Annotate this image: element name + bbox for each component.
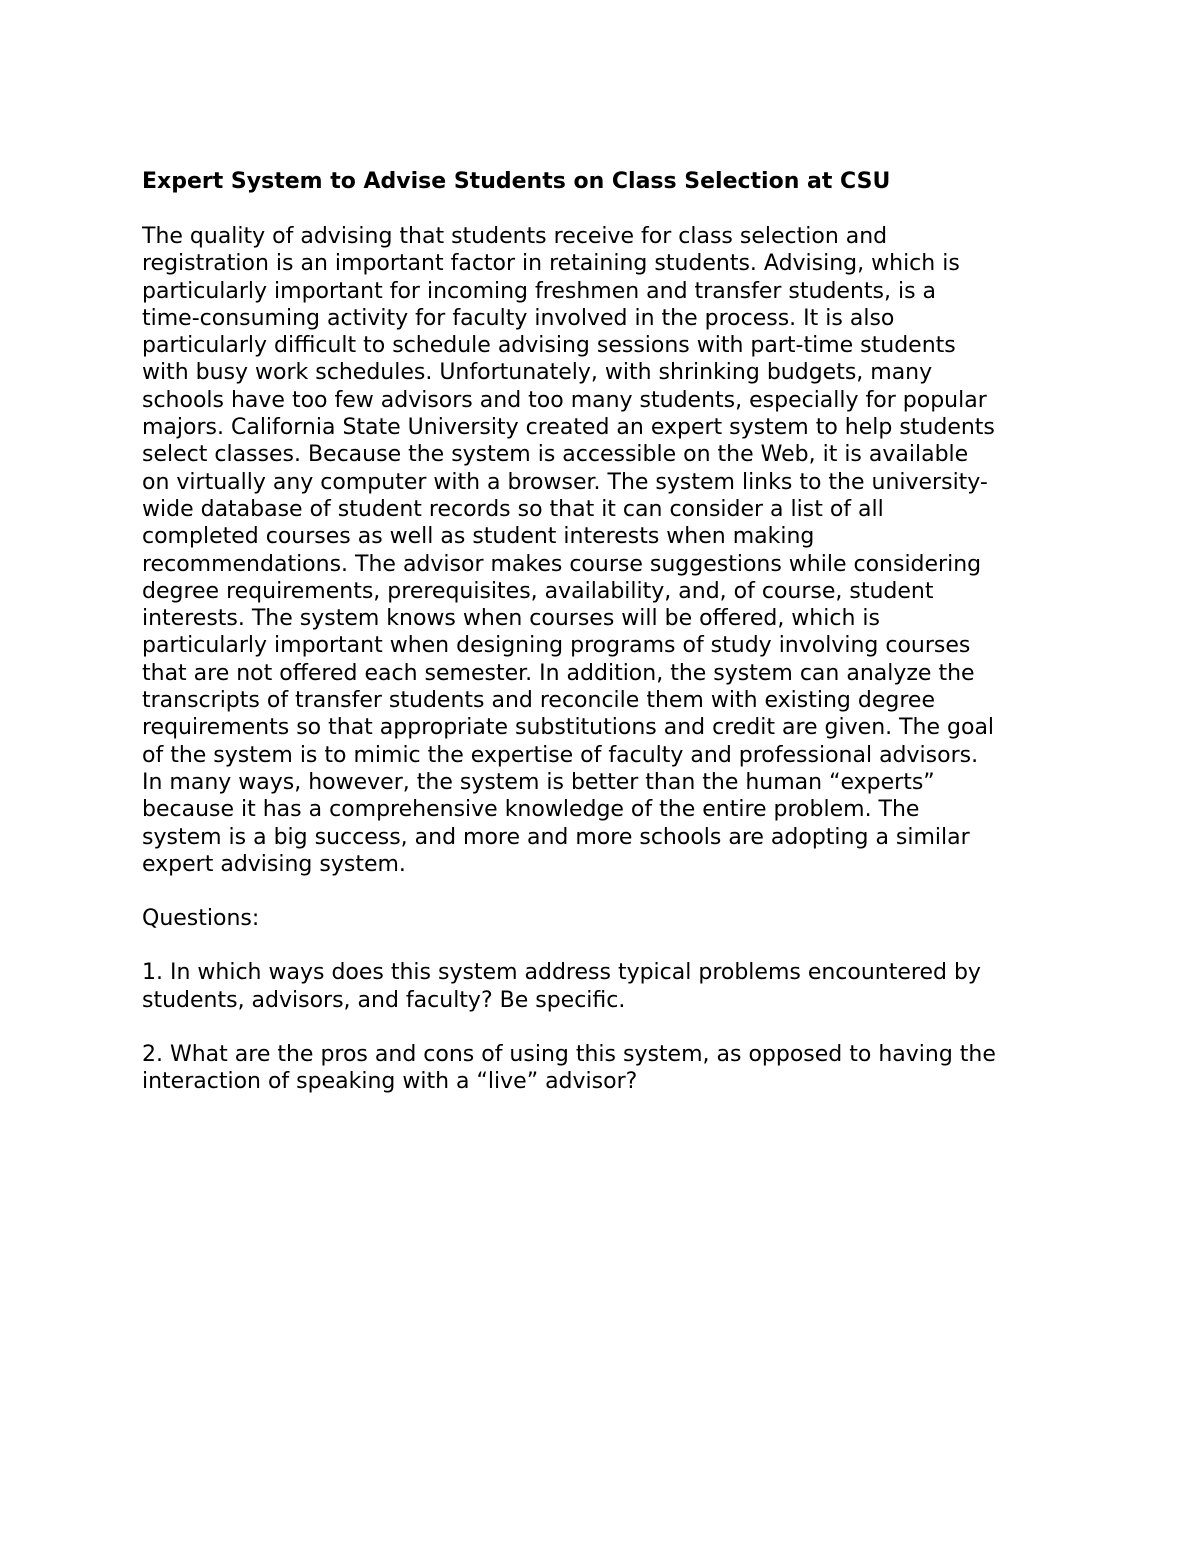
paragraph-line: In many ways, however, the system is better than the human “experts” — [142, 769, 935, 795]
paragraph-line: with busy work schedules. Unfortunately, with shrinking budgets, many — [142, 360, 933, 386]
paragraph-line: The quality of advising that students receive for class selection and — [142, 224, 888, 249]
paragraph-line: system is a big success, and more and more schools are adopting a similar — [142, 824, 970, 850]
question-line: students, advisors, and faculty? Be specific. — [142, 987, 626, 1013]
paragraph-line: because it has a comprehensive knowledge of the entire problem. The — [142, 797, 920, 823]
paragraph-line: on virtually any computer with a browser. The system links to the university- — [142, 469, 988, 495]
paragraph-line: select classes. Because the system is accessible on the Web, it is available — [142, 442, 969, 468]
paragraph-line: expert advising system. — [142, 851, 406, 877]
paragraph-line: degree requirements, prerequisites, availability, and, of course, student — [142, 578, 934, 604]
paragraph-line: majors. California State University created an expert system to help students — [142, 415, 995, 441]
paragraph-line: completed courses as well as student interests when making — [142, 524, 815, 550]
question-line: interaction of speaking with a “live” advisor? — [142, 1069, 638, 1095]
paragraph-line: registration is an important factor in retaining students. Advising, which is — [142, 251, 960, 277]
document-title: Expert System to Advise Students on Class Selection at CSU — [142, 169, 891, 194]
question-line: 1. In which ways does this system address typical problems encountered by — [142, 960, 981, 986]
paragraph-line: particularly important when designing programs of study involving courses — [142, 633, 971, 659]
paragraph-line: schools have too few advisors and too many students, especially for popular — [142, 387, 987, 413]
paragraph-line: of the system is to mimic the expertise of faculty and professional advisors. — [142, 742, 979, 768]
paragraph-line: requirements so that appropriate substitutions and credit are given. The goal — [142, 715, 995, 741]
question-line: 2. What are the pros and cons of using this system, as opposed to having the — [142, 1042, 996, 1068]
paragraph-line: time-consuming activity for faculty involved in the process. It is also — [142, 305, 895, 331]
body-paragraph — [142, 223, 1062, 878]
question-2 — [142, 1041, 1062, 1096]
paragraph-line: interests. The system knows when courses will be offered, which is — [142, 606, 880, 632]
questions-heading: Questions: — [142, 906, 260, 932]
paragraph-line: recommendations. The advisor makes course suggestions while considering — [142, 551, 982, 577]
paragraph-line: wide database of student records so that it can consider a list of all — [142, 496, 884, 522]
document-page — [142, 168, 1062, 1123]
paragraph-line: transcripts of transfer students and reconcile them with existing degree — [142, 688, 935, 714]
paragraph-line: particularly important for incoming freshmen and transfer students, is a — [142, 278, 937, 304]
paragraph-line: that are not offered each semester. In addition, the system can analyze the — [142, 660, 975, 686]
paragraph-line: particularly difficult to schedule advising sessions with part-time students — [142, 333, 956, 359]
question-1 — [142, 959, 1062, 1014]
